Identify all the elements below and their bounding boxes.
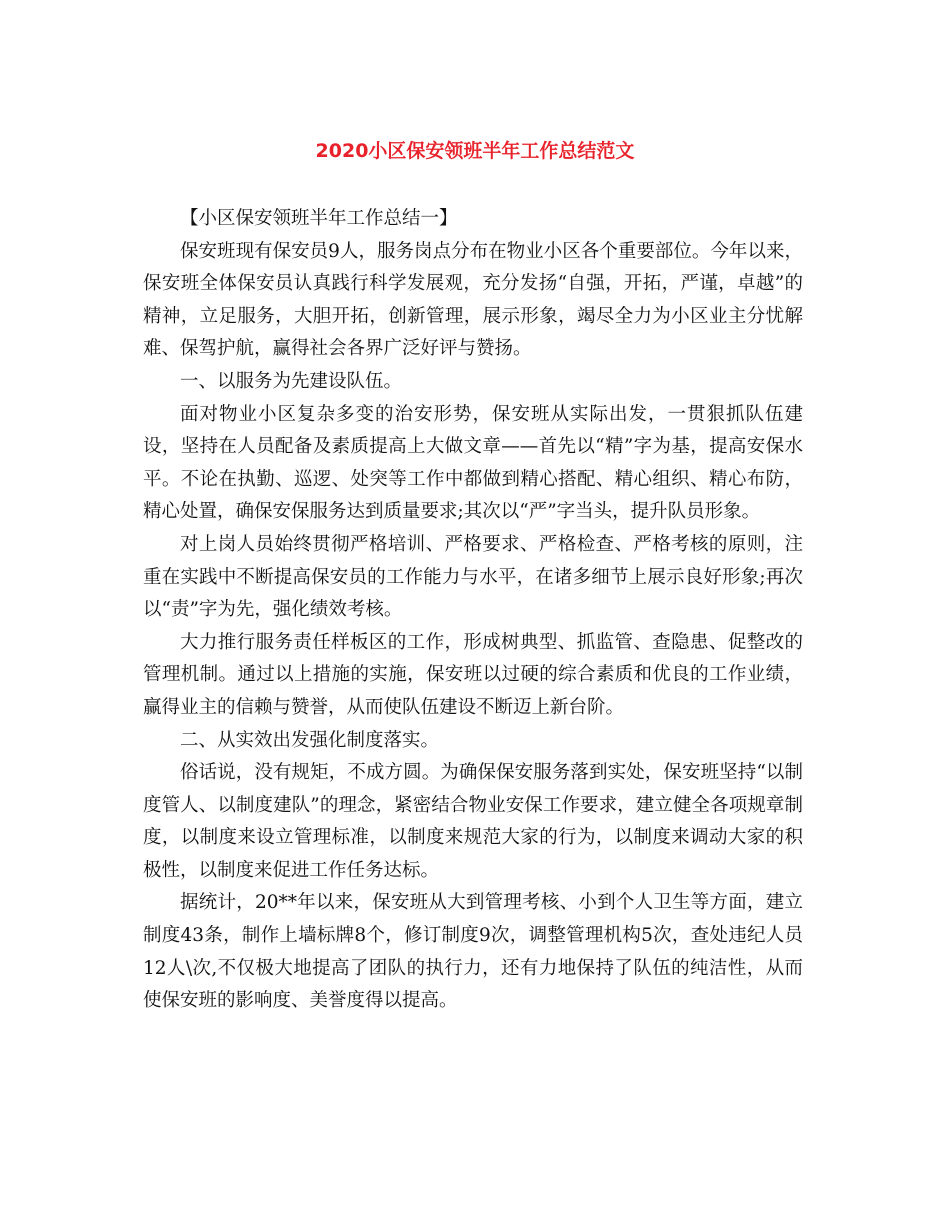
body-paragraph: 俗话说，没有规矩，不成方圆。为确保保安服务落到实处，保安班坚持“以制度管人、以制度建队”的理念，紧密结合物业安保工作要求，建立健全各项规章制度，以制度来设立管理标准，以制度来规范大家的行为，以制度来调动大家的积极性，以制度来促进工作任务达标。	[143, 762, 803, 881]
body-paragraph: 面对物业小区复杂多变的治安形势，保安班从实际出发，一贯狠抓队伍建设，坚持在人员配备及素质提高上大做文章——首先以“精”字为基，提高安保水平。不论在执勤、巡逻、处突等工作中都做到精心搭配、精心组织、精心布防，精心处置，确保安保服务达到质量要求;其次以“严”字当头，提升队员形象。	[143, 403, 803, 523]
body-paragraph: 据统计，20**年以来，保安班从大到管理考核、小到个人卫生等方面，建立制度43条，制作上墙标牌8个，修订制度9次，调整管理机构5次，查处违纪人员12人\次,不仅极大地提高了团队的执行力，还有力地保持了队伍的纯洁性，从而使保安班的影响度、美誉度得以提高。	[143, 892, 803, 1012]
document-title: 2020小区保安领班半年工作总结范文	[315, 140, 635, 162]
body-paragraph: 保安班现有保安员9人，服务岗点分布在物业小区各个重要部位。今年以来，保安班全体保安员认真践行科学发展观，充分发扬“自强，开拓，严谨，卓越”的精神，立足服务，大胆开拓，创新管理，展示形象，竭尽全力为小区业主分忧解难、保驾护航，赢得社会各界广泛好评与赞扬。	[143, 240, 803, 360]
body-paragraph: 对上岗人员始终贯彻严格培训、严格要求、严格检查、严格考核的原则，注重在实践中不断提高保安员的工作能力与水平，在诸多细节上展示良好形象;再次以“责”字为先，强化绩效考核。	[143, 533, 803, 621]
body-paragraph: 大力推行服务责任样板区的工作，形成树典型、抓监管、查隐患、促整改的管理机制。通过以上措施的实施，保安班以过硬的综合素质和优良的工作业绩，赢得业主的信赖与赞誉，从而使队伍建设不断迈上新台阶。	[143, 631, 803, 718]
document-body	[143, 203, 803, 1018]
section-heading: 二、从实效出发强化制度落实。	[180, 729, 440, 751]
section-heading: 【小区保安领班半年工作总结一】	[180, 208, 458, 229]
section-heading: 一、以服务为先建设队伍。	[180, 370, 403, 392]
